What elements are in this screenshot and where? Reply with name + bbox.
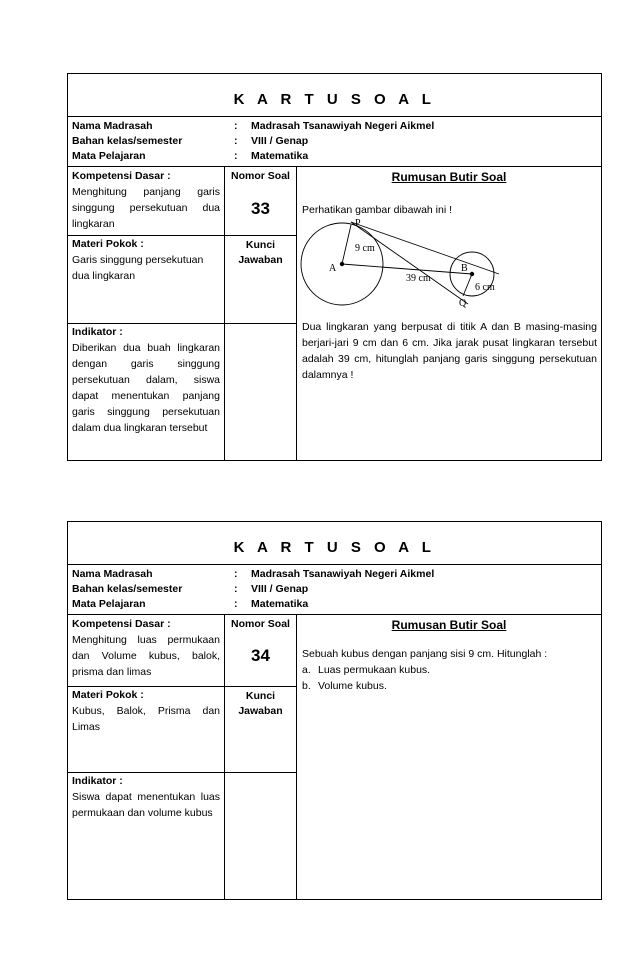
row-divider xyxy=(68,323,296,324)
separator-colon: : xyxy=(234,120,238,132)
madrasah-label: Nama Madrasah xyxy=(72,568,153,580)
label-distance: 39 cm xyxy=(406,273,431,284)
tangent-circles-figure xyxy=(300,217,600,317)
radius-bq xyxy=(463,274,472,296)
radius-ap xyxy=(342,225,351,264)
list-marker: b. xyxy=(302,680,311,692)
question-intro: Sebuah kubus dengan panjang sisi 9 cm. Hitunglah : xyxy=(302,648,548,660)
column-divider xyxy=(296,167,297,460)
row-divider xyxy=(68,772,296,773)
point-b-dot xyxy=(470,272,474,276)
rumusan-butir-soal-title: Rumusan Butir Soal xyxy=(391,170,507,184)
mapel-value: Matematika xyxy=(251,150,309,162)
info-block xyxy=(68,117,601,167)
madrasah-value: Madrasah Tsanawiyah Negeri Aikmel xyxy=(251,120,435,132)
card-title-row xyxy=(68,74,601,117)
row-divider xyxy=(68,686,296,687)
kompetensi-label: Kompetensi Dasar : xyxy=(72,618,171,630)
label-p: P xyxy=(355,218,361,229)
question-list xyxy=(302,662,597,694)
separator-colon: : xyxy=(234,150,238,162)
kunci-label-line2: Jawaban xyxy=(238,705,283,717)
indikator-label: Indikator : xyxy=(72,775,123,787)
label-b: B xyxy=(461,263,468,274)
kartu-soal-card-33 xyxy=(67,73,602,461)
label-radius-b: 6 cm xyxy=(475,282,495,293)
kunci-label-line1: Kunci xyxy=(245,690,276,702)
materi-text: Kubus, Balok, Prisma dan Limas xyxy=(72,705,220,733)
point-a-dot xyxy=(340,262,344,266)
indikator-text: Diberikan dua buah lingkaran dengan garis singgung persekutuan dalam, siswa dapat menentukan panjang garis singgung persekutuan dalam dua lingkaran tersebut xyxy=(72,342,220,434)
label-q: Q xyxy=(459,298,467,309)
indikator-label: Indikator : xyxy=(72,326,123,338)
nomor-soal-value: 34 xyxy=(251,646,270,665)
materi-label: Materi Pokok : xyxy=(72,689,144,701)
question-intro: Perhatikan gambar dibawah ini ! xyxy=(302,204,453,216)
info-block xyxy=(68,565,601,615)
list-item-text: Volume kubus. xyxy=(318,680,387,692)
tangent-line-pq xyxy=(351,222,468,304)
kartu-soal-card-34 xyxy=(67,521,602,900)
label-radius-a: 9 cm xyxy=(355,243,375,254)
question-text: Dua lingkaran yang berpusat di titik A dan B masing-masing berjari-jari 9 cm dan 6 cm. Jika jarak pusat lingkaran tersebut adalah 39 cm, hitunglah panjang garis singgung persekutuan dalamnya ! xyxy=(302,321,597,381)
card-title: K A R T U S O A L xyxy=(233,539,436,556)
kunci-label-line2: Jawaban xyxy=(238,254,283,266)
label-a: A xyxy=(329,263,337,274)
list-marker: a. xyxy=(302,664,311,676)
list-item-text: Luas permukaan kubus. xyxy=(318,664,431,676)
separator-colon: : xyxy=(234,568,238,580)
kompetensi-text: Menghitung panjang garis singgung persekutuan dua lingkaran xyxy=(72,186,220,230)
nomor-soal-label: Nomor Soal xyxy=(231,618,290,630)
column-divider xyxy=(296,615,297,899)
kunci-label-line1: Kunci xyxy=(245,239,276,251)
separator-colon: : xyxy=(234,583,238,595)
kompetensi-label: Kompetensi Dasar : xyxy=(72,170,171,182)
mapel-label: Mata Pelajaran xyxy=(72,150,146,162)
list-item xyxy=(302,662,597,678)
kompetensi-text: Menghitung luas permukaan dan Volume kubus, balok, prisma dan limas xyxy=(72,634,220,678)
row-divider xyxy=(68,235,296,236)
mapel-label: Mata Pelajaran xyxy=(72,598,146,610)
separator-colon: : xyxy=(234,598,238,610)
madrasah-label: Nama Madrasah xyxy=(72,120,153,132)
card-title-row xyxy=(68,522,601,565)
kelas-value: VIII / Genap xyxy=(251,583,309,595)
kelas-label: Bahan kelas/semester xyxy=(72,583,183,595)
mapel-value: Matematika xyxy=(251,598,309,610)
madrasah-value: Madrasah Tsanawiyah Negeri Aikmel xyxy=(251,568,435,580)
indikator-text: Siswa dapat menentukan luas permukaan dan volume kubus xyxy=(72,791,220,819)
separator-colon: : xyxy=(234,135,238,147)
card-title: K A R T U S O A L xyxy=(233,91,436,108)
nomor-soal-label: Nomor Soal xyxy=(231,170,290,182)
list-item xyxy=(302,678,597,694)
nomor-soal-value: 33 xyxy=(251,199,270,218)
kelas-label: Bahan kelas/semester xyxy=(72,135,183,147)
kelas-value: VIII / Genap xyxy=(251,135,309,147)
rumusan-butir-soal-title: Rumusan Butir Soal xyxy=(391,618,507,632)
materi-label: Materi Pokok : xyxy=(72,238,144,250)
materi-text: Garis singgung persekutuan dua lingkaran xyxy=(72,254,204,282)
